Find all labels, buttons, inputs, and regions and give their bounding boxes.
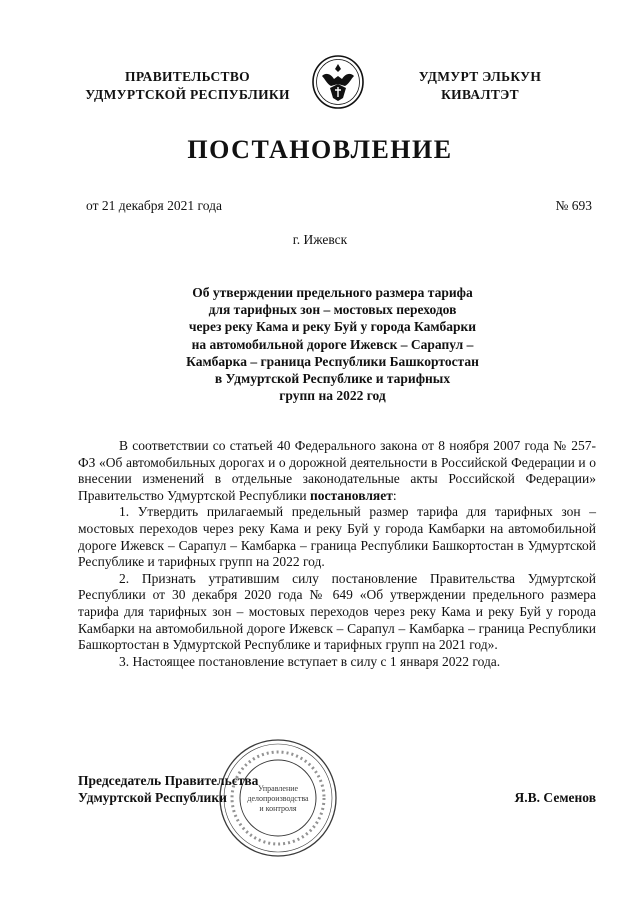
header-left-line2: УДМУРТСКОЙ РЕСПУБЛИКИ xyxy=(85,87,290,102)
header-left-line1: ПРАВИТЕЛЬСТВО xyxy=(125,69,250,84)
preamble-text: В соответствии со статьей 40 Федерального закона от 8 ноября 2007 года № 257-ФЗ «Об автомобильных дорогах и о дорожной деятельности в Российской Федерации и о внесении изменений в отдельные законодательные акты Российской Федерации» Правительство Удмуртской Республики xyxy=(78,438,596,503)
subject-line: для тарифных зон – мостовых переходов xyxy=(208,302,457,318)
document-body xyxy=(78,438,596,670)
stamp-text-line: Управление xyxy=(257,784,299,793)
decree-word: постановляет xyxy=(309,487,393,503)
signature-name: Я.В. Семенов xyxy=(514,790,596,805)
header-right-line2: КИВАЛТЭТ xyxy=(441,87,519,102)
stamp-text-line: делопроизводства xyxy=(247,794,309,803)
document-number: № 693 xyxy=(555,198,592,213)
subject-line: групп на 2022 год xyxy=(279,388,386,404)
document-title: ПОСТАНОВЛЕНИЕ xyxy=(187,135,453,164)
decree-item-2: 2. Признать утратившим силу постановление Правительства Удмуртской Республики от 30 декабря 2020 года № 649 «Об утверждении предельного размера тарифа для тарифных зон – мостовых переходов через реку Кама и реку Буй у города Камбарки на автомобильной дороге Ижевск – Сарапул – Камбарка – граница Республики Башкортостан в Удмуртской Республике и тарифных групп на 2021 год». xyxy=(78,570,596,653)
decree-item-1: 1. Утвердить прилагаемый предельный размер тарифа для тарифных зон – мостовых переходов через реку Кама и реку Буй у города Камбарки на автомобильной дороге Ижевск – Сарапул – Камбарка – граница Республики Башкортостан в Удмуртской Республике и тарифных групп на 2022 год. xyxy=(78,504,596,570)
header-right-line1: УДМУРТ ЭЛЬКУН xyxy=(418,69,542,84)
document-subject xyxy=(150,284,515,404)
udmurt-coat-of-arms-icon xyxy=(310,54,366,110)
signature-position xyxy=(78,772,258,806)
subject-line: на автомобильной дороге Ижевск – Сарапул – xyxy=(191,336,474,352)
decree-colon: : xyxy=(392,487,397,503)
header-right xyxy=(380,68,580,104)
subject-line: Камбарка – граница Республики Башкортостан xyxy=(186,353,479,369)
signature-position-line1: Председатель Правительства xyxy=(78,773,259,788)
stamp-text-line: и контроля xyxy=(259,804,297,813)
signature-position-line2: Удмуртской Республики xyxy=(78,790,227,805)
subject-line: через реку Кама и реку Буй у города Камбарки xyxy=(188,319,477,335)
document-city: г. Ижевск xyxy=(292,232,348,247)
preamble-paragraph xyxy=(78,438,596,504)
decree-item-3: 3. Настоящее постановление вступает в силу с 1 января 2022 года. xyxy=(119,653,501,669)
header-left xyxy=(70,68,305,104)
subject-line: Об утверждении предельного размера тарифа xyxy=(192,285,473,300)
subject-line: в Удмуртской Республике и тарифных xyxy=(214,371,451,387)
document-date: от 21 декабря 2021 года xyxy=(86,198,222,213)
